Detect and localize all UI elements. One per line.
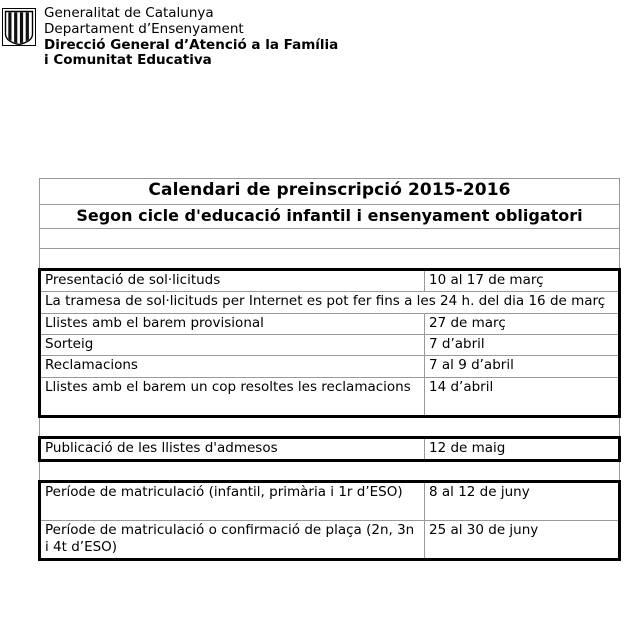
- table-row: [40, 520, 620, 560]
- catalan-senyera-shield-icon: [2, 8, 36, 46]
- calendar-title: Calendari de preinscripció 2015-2016: [40, 179, 620, 205]
- preinscription-calendar-table: [38, 178, 621, 561]
- activity-cell: Reclamacions: [40, 356, 425, 377]
- date-cell: 10 al 17 de març: [425, 270, 620, 292]
- table-subtitle-row: [40, 204, 620, 228]
- table-row: [40, 292, 620, 313]
- spacer-row-1: [40, 229, 620, 249]
- block-gap: [40, 460, 620, 481]
- letterhead: [0, 6, 338, 69]
- table-row: [40, 377, 620, 416]
- activity-cell: Presentació de sol·licituds: [40, 270, 425, 292]
- table-row: [40, 335, 620, 356]
- org-line-2: Departament d’Ensenyament: [44, 20, 244, 37]
- block-gap-row: [40, 416, 620, 437]
- table-row: [40, 437, 620, 460]
- date-cell: 8 al 12 de juny: [425, 481, 620, 520]
- spacer-cell: [40, 249, 620, 270]
- activity-cell: Publicació de les llistes d'admesos: [40, 437, 425, 460]
- table-row: [40, 313, 620, 334]
- date-cell: 7 al 9 d’abril: [425, 356, 620, 377]
- activity-cell: Període de matriculació o confirmació de plaça (2n, 3n i 4t d’ESO): [40, 520, 425, 560]
- date-cell: 12 de maig: [425, 437, 620, 460]
- date-cell: 27 de març: [425, 313, 620, 334]
- date-cell: 14 d’abril: [425, 377, 620, 416]
- table-title-row: [40, 179, 620, 205]
- block-gap: [40, 416, 620, 437]
- table-row: [40, 356, 620, 377]
- org-line-3: Direcció General d’Atenció a la Família: [44, 36, 339, 53]
- calendar-subtitle: Segon cicle d'educació infantil i ensenyament obligatori: [40, 204, 620, 228]
- date-cell: 25 al 30 de juny: [425, 520, 620, 560]
- table-row: [40, 481, 620, 520]
- calendar-table-wrapper: [38, 178, 618, 561]
- organisation-name-block: [44, 6, 338, 69]
- org-line-1: Generalitat de Catalunya: [44, 5, 214, 21]
- block-gap-row: [40, 460, 620, 481]
- activity-cell: Llistes amb el barem un cop resoltes les reclamacions: [40, 377, 425, 416]
- org-line-4: i Comunitat Educativa: [44, 52, 212, 69]
- activity-note-cell: La tramesa de sol·licituds per Internet es pot fer fins a les 24 h. del dia 16 de març: [40, 292, 620, 313]
- activity-cell: Llistes amb el barem provisional: [40, 313, 425, 334]
- activity-cell: Sorteig: [40, 335, 425, 356]
- spacer-cell: [40, 229, 620, 249]
- date-cell: 7 d’abril: [425, 335, 620, 356]
- table-row: [40, 270, 620, 292]
- activity-cell: Període de matriculació (infantil, primària i 1r d’ESO): [40, 481, 425, 520]
- spacer-row-2: [40, 249, 620, 270]
